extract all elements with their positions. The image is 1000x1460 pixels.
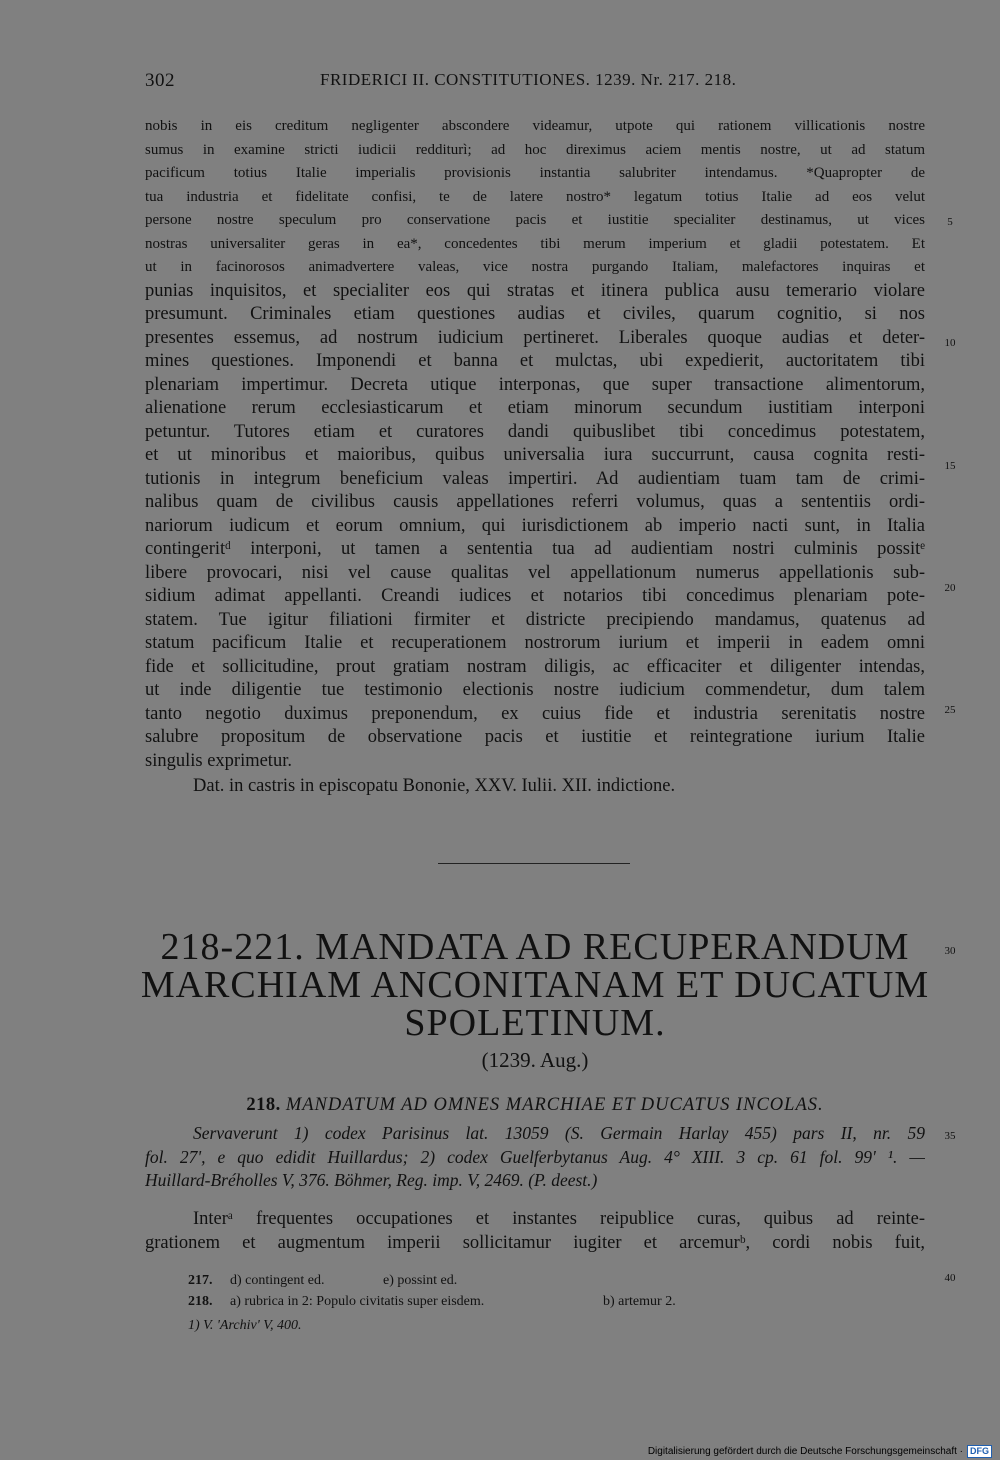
tradition-line: Huillard-Bréholles V, 376. Böhmer, Reg. imp. V, 2469. (P. deest.)	[145, 1170, 598, 1190]
text-line: fide et sollicitudine, prout gratiam nostram diligis, ac efficaciter et diligenter intendas,	[145, 656, 925, 677]
text-line: singulis exprimetur.	[145, 750, 292, 771]
text-line: et ut minoribus et maioribus, quibus universalia iura succurrunt, causa cognita resti-	[145, 445, 925, 465]
apparatus-label: 217.	[188, 1273, 213, 1288]
text-line: salubre propositum de observatione pacis et iustitie et reintegratione iurium Italie	[145, 727, 925, 747]
text-line: mines questiones. Imponendi et banna et mulctas, ubi expedierit, auctoritatem tibi	[145, 351, 925, 371]
footnote: 1) V. 'Archiv' V, 400.	[188, 1318, 302, 1333]
line-number: 25	[944, 704, 956, 716]
line-number: 35	[944, 1130, 956, 1142]
text-line: tutionis in integrum beneficium valeas impertiri. Ad audientiam tuam tam de crimi-	[145, 468, 925, 489]
document-title: MANDATUM AD OMNES MARCHIAE ET DUCATUS INCOLAS.	[285, 1095, 824, 1115]
document-number: 218.	[246, 1095, 281, 1115]
main-text	[145, 115, 925, 799]
section-title	[140, 928, 930, 1042]
text-line: presumunt. Criminales etiam questiones audias et civiles, quarum cognitio, si nos	[145, 304, 925, 324]
text-line: contingeritᵈ interponi, ut tamen a sententia tua ad audientiam nostri culminis possitᵉ	[145, 539, 925, 559]
text-line: tua industria et fidelitate confisi, te de latere nostro* legatum totius Italie ad eos velut	[145, 188, 925, 205]
apparatus-note: d) contingent ed.	[230, 1273, 325, 1288]
text-line: persone nostre speculum pro conservatione pacis et iustitie specialiter destinamus, ut vices	[145, 212, 925, 228]
text-line: plenariam impertimur. Decreta utique interponas, que super transactione alimentorum,	[145, 374, 925, 395]
section-title-line: MARCHIAM ANCONITANAM ET DUCATUM	[140, 964, 930, 1006]
text-line: statem. Tue igitur filiationi firmiter et districte precipiendo mandamus, quatenus ad	[145, 609, 925, 630]
text-line: petuntur. Tutores etiam et curatores dandi quibuslibet tibi concedimus potestatem,	[145, 421, 925, 442]
tradition-line: fol. 27', e quo edidit Huillardus; 2) codex Guelferbytanus Aug. 4° XIII. 3 cp. 61 fol. 99' ¹. —	[145, 1146, 925, 1167]
running-title: FRIDERICI II. CONSTITUTIONES. 1239. Nr. 217. 218.	[320, 70, 737, 89]
text-line: presentes essemus, ad nostrum iudicium pertineret. Liberales quoque audias et deter-	[145, 327, 925, 348]
document-text	[145, 1208, 925, 1255]
text-line: alienatione rerum ecclesiasticarum et etiam minorum secundum iustitiam interponi	[145, 398, 925, 418]
running-head	[145, 70, 925, 96]
section-title-line: SPOLETINUM.	[404, 1002, 666, 1044]
apparatus-row	[188, 1270, 928, 1291]
line-number: 20	[944, 582, 956, 594]
section-title-line: 218-221. MANDATA AD RECUPERANDUM	[160, 926, 910, 968]
apparatus-note: b) artemur 2.	[603, 1294, 676, 1309]
document-heading	[145, 1095, 925, 1116]
text-line: libere provocari, nisi vel cause qualitas vel appellationum numerus appellationis sub-	[145, 562, 925, 583]
text-line: ut inde diligentie tue testimonio electionis nostre iudicium commendetur, dum talem	[145, 680, 925, 700]
text-line: grationem et augmentum imperii sollicitamur iugiter et arcemurᵇ, cordi nobis fuit,	[145, 1232, 925, 1253]
text-line: tanto negotio duximus preponendum, ex cuius fide et industria serenitatis nostre	[145, 703, 925, 724]
line-number: 40	[944, 1272, 956, 1284]
apparatus-note: e) possint ed.	[383, 1273, 458, 1288]
apparatus-note: a) rubrica in 2: Populo civitatis super eisdem.	[230, 1294, 485, 1309]
apparatus-row	[188, 1291, 928, 1312]
line-number: 10	[944, 337, 956, 349]
line-number: 15	[944, 460, 956, 472]
section-date: (1239. Aug.)	[481, 1048, 589, 1072]
text-line: sidium adimat appellanti. Creandi iudices et notarios tibi concedimus plenariam pote-	[145, 586, 925, 606]
critical-apparatus	[188, 1270, 928, 1312]
line-number: 5	[947, 216, 953, 228]
dfg-credit-text: Digitalisierung gefördert durch die Deutsche Forschungsgemeinschaft ·	[647, 1445, 963, 1457]
text-line: statum pacificum Italie et recuperationem nostrorum iurium et imperii in eadem omni	[145, 633, 925, 653]
text-line: pacificum totius Italie imperialis provisionis instantia salubriter intendamus. *Quapropter de	[145, 165, 925, 181]
text-line: sumus in examine stricti iudicii redditurì; ad hoc direximus aciem mentis nostre, ut ad statum	[145, 141, 925, 158]
dfg-logo: DFG	[967, 1445, 992, 1458]
dfg-credit-bar	[648, 1444, 992, 1458]
text-line: punias inquisitos, et specialiter eos qui stratas et itinera publica ausu temerario violare	[145, 280, 925, 301]
page-number: 302	[145, 70, 175, 91]
text-line: ut in facinorosos animadvertere valeas, vice nostra purgando Italiam, malefactores inquiras et	[145, 259, 925, 275]
text-line: nariorum iudicum et eorum omnium, qui iurisdictionem ab imperio nacti sunt, in Italia	[145, 515, 925, 536]
section-divider	[438, 863, 630, 864]
text-line: Interᵃ frequentes occupationes et instantes reipublice curas, quibus ad reinte-	[193, 1209, 925, 1229]
text-line: nalibus quam de civilibus causis appellationes referri volumus, quas a sententiis ordi-	[145, 492, 925, 512]
line-number: 30	[944, 945, 956, 957]
tradition-line: Servaverunt 1) codex Parisinus lat. 13059 (S. Germain Harlay 455) pars II, nr. 59	[193, 1123, 925, 1143]
text-line: nobis in eis creditum negligenter abscondere videamur, utpote qui rationem villicationis nostre	[145, 118, 925, 134]
text-line: nostras universaliter geras in ea*, concedentes tibi merum imperium et gladii potestatem. Et	[145, 235, 925, 252]
apparatus-label: 218.	[188, 1294, 213, 1309]
dating-clause: Dat. in castris in episcopatu Bononie, XXV. Iulii. XII. indictione.	[193, 776, 676, 796]
manuscript-tradition	[145, 1122, 925, 1193]
